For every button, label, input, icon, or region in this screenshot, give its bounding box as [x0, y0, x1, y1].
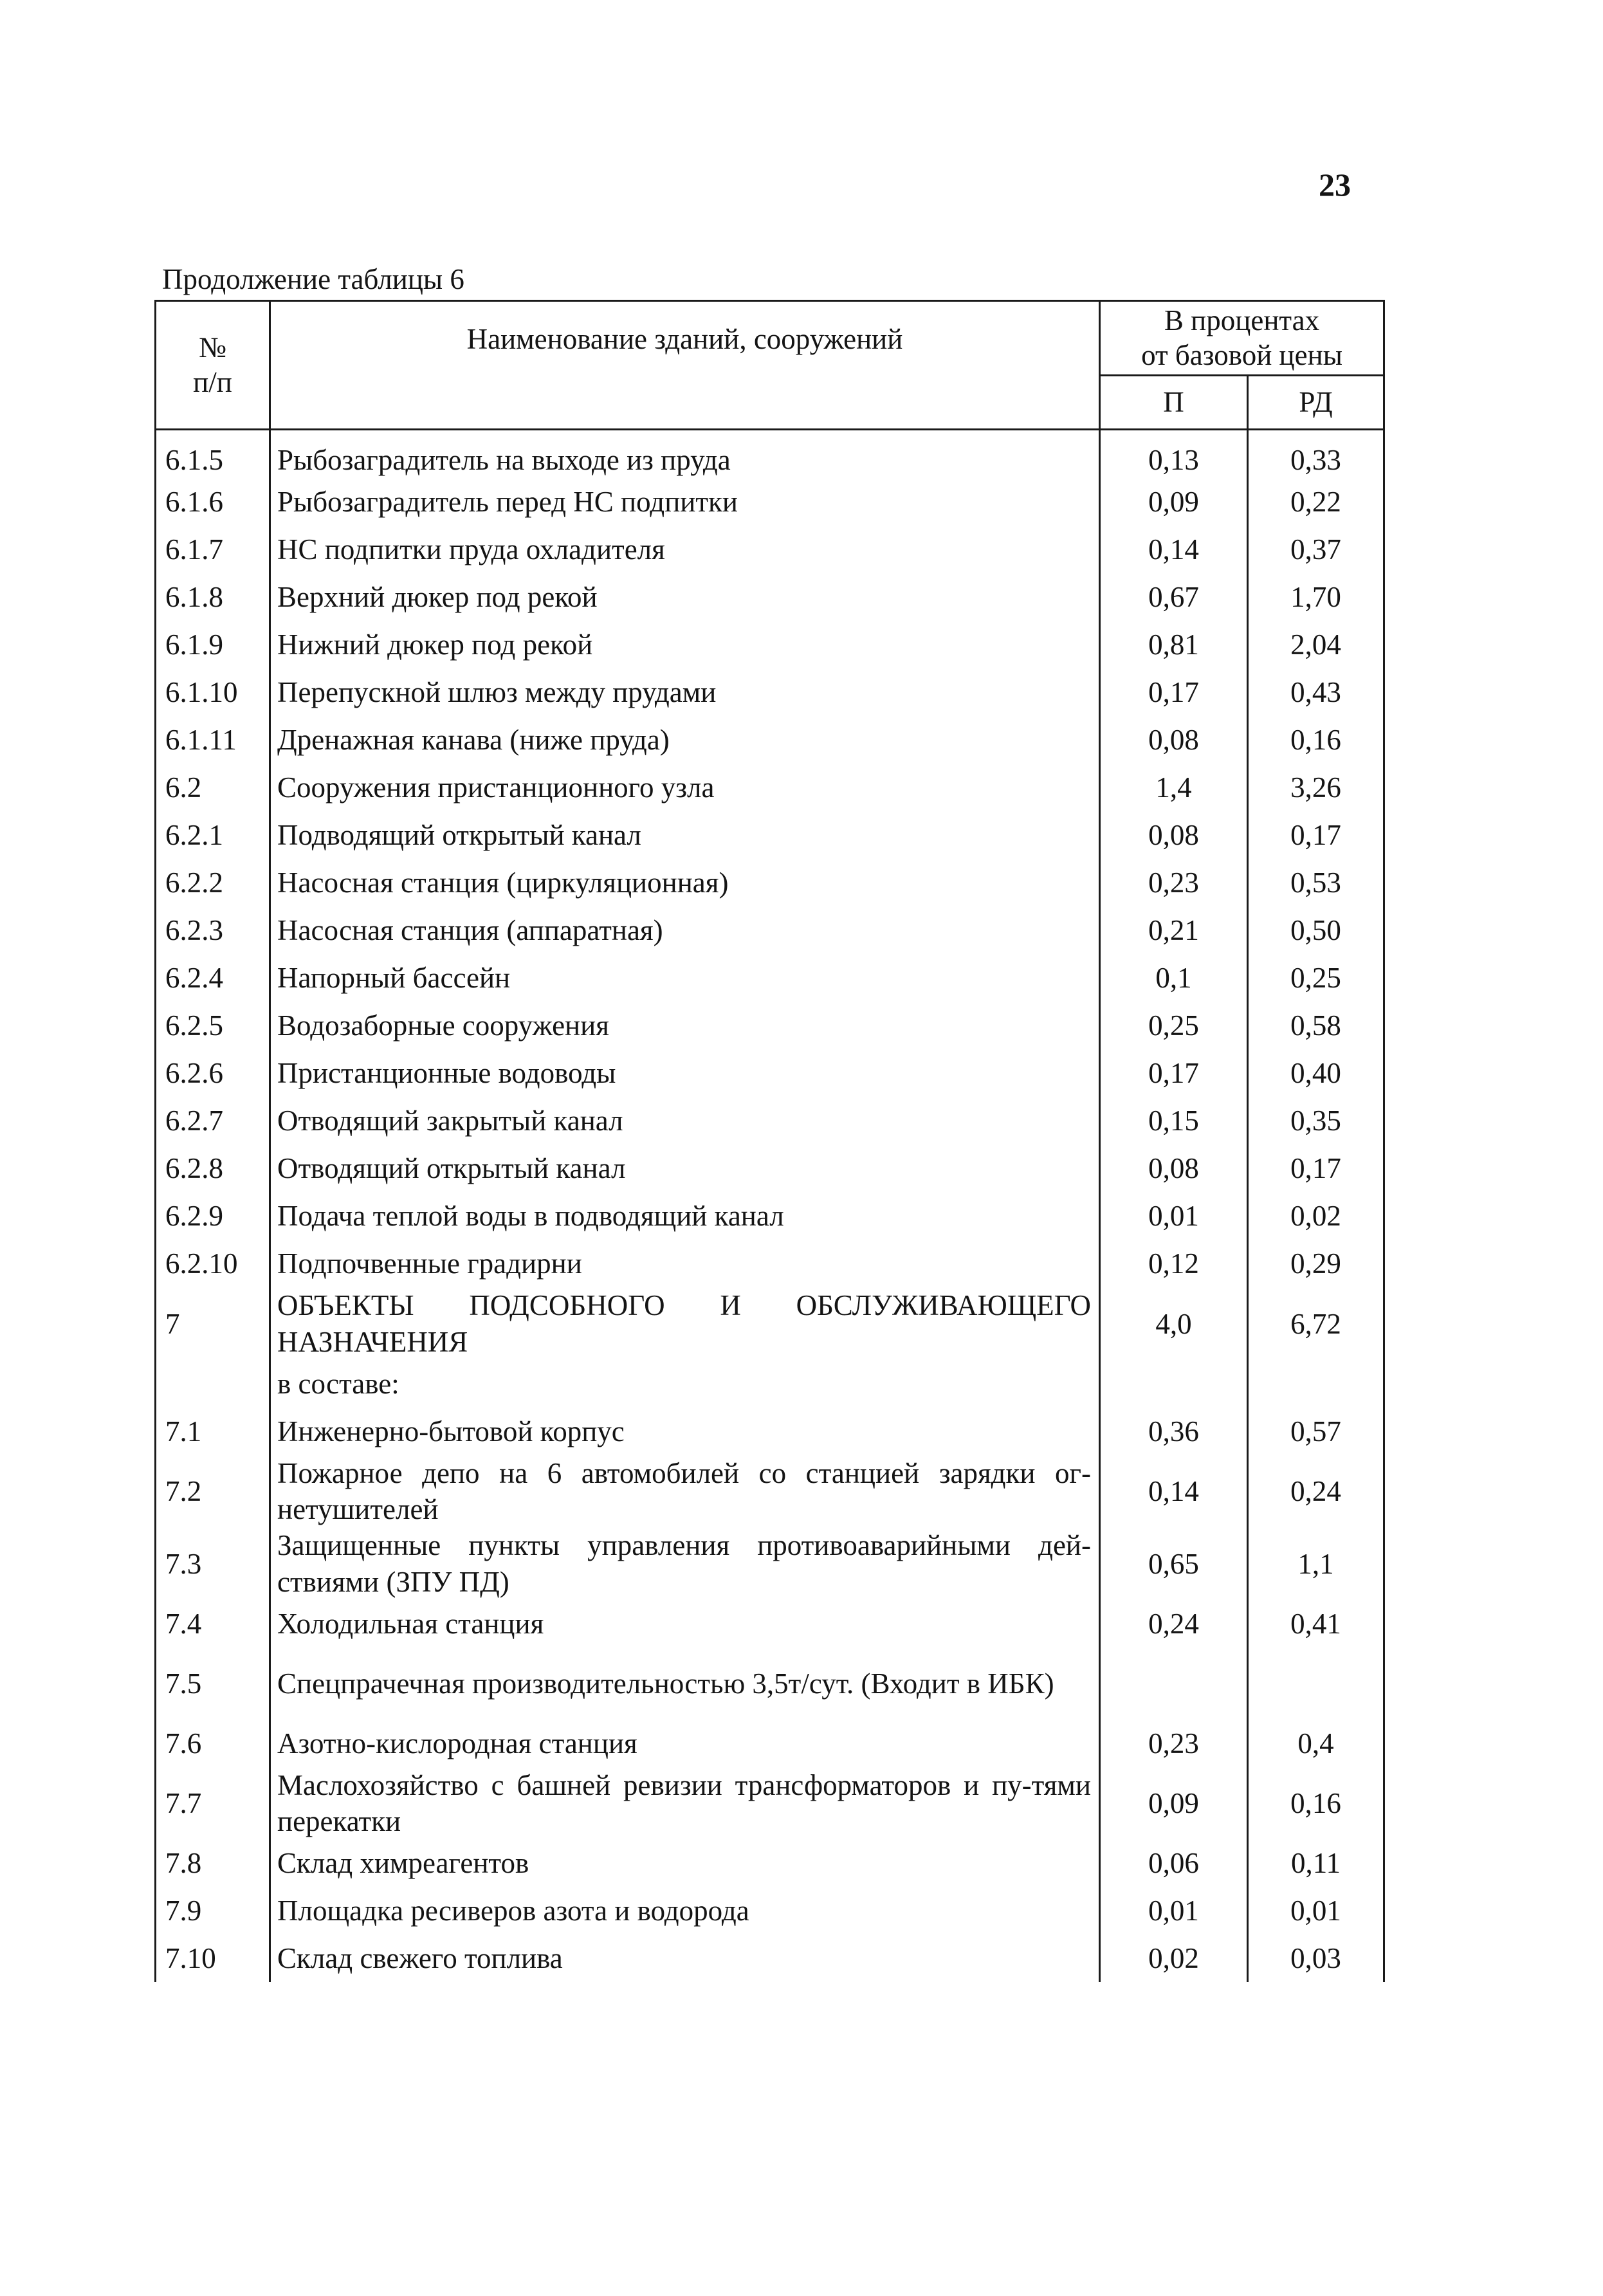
row-p-value: 0,01 — [1100, 1887, 1248, 1934]
row-name: Азотно-кислородная станция — [270, 1720, 1100, 1767]
row-p-value: 0,09 — [1100, 1767, 1248, 1840]
row-rd-value: 0,22 — [1248, 478, 1384, 526]
row-p-value: 0,14 — [1100, 526, 1248, 573]
row-rd-value: 6,72 — [1248, 1287, 1384, 1360]
table-caption: Продолжение таблицы 6 — [162, 263, 464, 295]
row-rd-value — [1248, 1648, 1384, 1720]
header-name: Наименование зданий, сооружений — [270, 301, 1100, 430]
row-rd-value: 0,37 — [1248, 526, 1384, 573]
row-number: 6.1.8 — [156, 573, 270, 621]
row-name: Водозаборные сооружения — [270, 1002, 1100, 1049]
row-rd-value: 0,25 — [1248, 954, 1384, 1002]
row-rd-value: 0,50 — [1248, 906, 1384, 954]
row-name: Перепускной шлюз между прудами — [270, 668, 1100, 716]
row-name: Нижний дюкер под рекой — [270, 621, 1100, 668]
row-number: 6.1.6 — [156, 478, 270, 526]
row-number: 6.2.2 — [156, 859, 270, 906]
row-number: 6.1.7 — [156, 526, 270, 573]
table-row — [156, 1648, 1384, 1720]
row-rd-value: 0,40 — [1248, 1049, 1384, 1097]
row-number: 7.7 — [156, 1767, 270, 1840]
row-number: 7.1 — [156, 1408, 270, 1455]
row-name: Пожарное депо на 6 автомобилей со станцией зарядки ог-нетушителей — [270, 1455, 1100, 1528]
row-rd-value: 0,16 — [1248, 1767, 1384, 1840]
row-number: 6.2 — [156, 764, 270, 811]
row-rd-value: 0,17 — [1248, 811, 1384, 859]
row-rd-value: 0,11 — [1248, 1839, 1384, 1887]
header-percent: В процентах от базовой цены — [1100, 301, 1384, 376]
table-row — [156, 430, 1384, 479]
row-number: 7.5 — [156, 1648, 270, 1720]
row-number: 7.8 — [156, 1839, 270, 1887]
row-number: 6.2.8 — [156, 1144, 270, 1192]
table-row — [156, 1720, 1384, 1767]
row-number: 7.2 — [156, 1455, 270, 1528]
row-rd-value: 0,24 — [1248, 1455, 1384, 1528]
row-p-value: 1,4 — [1100, 764, 1248, 811]
table-row — [156, 954, 1384, 1002]
row-number: 6.2.9 — [156, 1192, 270, 1240]
table-row — [156, 1408, 1384, 1455]
table-row — [156, 1600, 1384, 1648]
table-row — [156, 906, 1384, 954]
row-name: Маслохозяйство с башней ревизии трансформаторов и пу-тями перекатки — [270, 1767, 1100, 1840]
row-number: 6.1.9 — [156, 621, 270, 668]
table-row — [156, 1455, 1384, 1528]
row-p-value: 0,24 — [1100, 1600, 1248, 1648]
table-row — [156, 621, 1384, 668]
row-number: 7.6 — [156, 1720, 270, 1767]
row-rd-value: 0,29 — [1248, 1240, 1384, 1287]
row-p-value: 0,23 — [1100, 1720, 1248, 1767]
page-number: 23 — [1319, 167, 1351, 203]
header-rd: РД — [1248, 376, 1384, 430]
row-p-value: 0,17 — [1100, 668, 1248, 716]
row-rd-value: 2,04 — [1248, 621, 1384, 668]
row-name: Холодильная станция — [270, 1600, 1100, 1648]
table-row — [156, 1287, 1384, 1360]
row-name: Пристанционные водоводы — [270, 1049, 1100, 1097]
row-rd-value: 1,1 — [1248, 1527, 1384, 1600]
row-p-value: 0,36 — [1100, 1408, 1248, 1455]
row-name: ОБЪЕКТЫ ПОДСОБНОГО И ОБСЛУЖИВАЮЩЕГО НАЗНАЧЕНИЯ — [270, 1287, 1100, 1360]
row-p-value: 0,81 — [1100, 621, 1248, 668]
row-p-value: 0,13 — [1100, 430, 1248, 479]
table-row — [156, 1192, 1384, 1240]
row-number: 6.1.5 — [156, 430, 270, 479]
row-name: Спецпрачечная производительностью 3,5т/сут. (Входит в ИБК) — [270, 1648, 1100, 1720]
row-rd-value: 0,02 — [1248, 1192, 1384, 1240]
row-p-value: 0,21 — [1100, 906, 1248, 954]
row-name: Насосная станция (циркуляционная) — [270, 859, 1100, 906]
table-row — [156, 1097, 1384, 1144]
row-number: 6.2.10 — [156, 1240, 270, 1287]
row-p-value: 0,12 — [1100, 1240, 1248, 1287]
row-p-value: 0,08 — [1100, 1144, 1248, 1192]
row-p-value: 0,01 — [1100, 1192, 1248, 1240]
row-p-value — [1100, 1360, 1248, 1408]
table-row — [156, 859, 1384, 906]
row-number: 6.2.3 — [156, 906, 270, 954]
row-name: Защищенные пункты управления противоаварийными дей-ствиями (ЗПУ ПД) — [270, 1527, 1100, 1600]
row-number: 6.2.7 — [156, 1097, 270, 1144]
row-rd-value: 0,33 — [1248, 430, 1384, 479]
table-row — [156, 764, 1384, 811]
table-row — [156, 1839, 1384, 1887]
row-name: Подача теплой воды в подводящий канал — [270, 1192, 1100, 1240]
row-name: Напорный бассейн — [270, 954, 1100, 1002]
row-number: 6.2.5 — [156, 1002, 270, 1049]
row-name: Рыбозаградитель на выходе из пруда — [270, 430, 1100, 479]
row-name: Верхний дюкер под рекой — [270, 573, 1100, 621]
row-name: Площадка ресиверов азота и водорода — [270, 1887, 1100, 1934]
table-row — [156, 811, 1384, 859]
table-row — [156, 716, 1384, 764]
row-number: 7.3 — [156, 1527, 270, 1600]
row-name: Подводящий открытый канал — [270, 811, 1100, 859]
table-row — [156, 1049, 1384, 1097]
row-rd-value: 0,01 — [1248, 1887, 1384, 1934]
row-number — [156, 1360, 270, 1408]
row-rd-value: 0,4 — [1248, 1720, 1384, 1767]
row-rd-value: 0,16 — [1248, 716, 1384, 764]
table-row — [156, 573, 1384, 621]
row-number: 7.10 — [156, 1934, 270, 1982]
row-name: Дренажная канава (ниже пруда) — [270, 716, 1100, 764]
row-p-value: 0,06 — [1100, 1839, 1248, 1887]
row-number: 7 — [156, 1287, 270, 1360]
table-row — [156, 478, 1384, 526]
row-p-value: 0,09 — [1100, 478, 1248, 526]
cost-table — [154, 300, 1385, 1982]
row-rd-value: 0,53 — [1248, 859, 1384, 906]
row-p-value: 0,15 — [1100, 1097, 1248, 1144]
row-name: Сооружения пристанционного узла — [270, 764, 1100, 811]
table-row — [156, 1767, 1384, 1840]
row-name: Рыбозаградитель перед НС подпитки — [270, 478, 1100, 526]
row-p-value: 4,0 — [1100, 1287, 1248, 1360]
table-row — [156, 1240, 1384, 1287]
row-number: 6.1.10 — [156, 668, 270, 716]
row-p-value: 0,23 — [1100, 859, 1248, 906]
row-number: 6.1.11 — [156, 716, 270, 764]
row-p-value: 0,65 — [1100, 1527, 1248, 1600]
row-name: в составе: — [270, 1360, 1100, 1408]
row-p-value: 0,25 — [1100, 1002, 1248, 1049]
table-row — [156, 1527, 1384, 1600]
row-rd-value: 0,03 — [1248, 1934, 1384, 1982]
row-rd-value: 0,58 — [1248, 1002, 1384, 1049]
row-name: Отводящий закрытый канал — [270, 1097, 1100, 1144]
row-number: 7.4 — [156, 1600, 270, 1648]
row-p-value: 0,08 — [1100, 811, 1248, 859]
table-row — [156, 668, 1384, 716]
row-rd-value: 3,26 — [1248, 764, 1384, 811]
table-row — [156, 526, 1384, 573]
row-name: Насосная станция (аппаратная) — [270, 906, 1100, 954]
row-name: Склад химреагентов — [270, 1839, 1100, 1887]
row-p-value: 0,02 — [1100, 1934, 1248, 1982]
row-number: 6.2.4 — [156, 954, 270, 1002]
row-rd-value: 0,57 — [1248, 1408, 1384, 1455]
row-p-value — [1100, 1648, 1248, 1720]
table-row — [156, 1360, 1384, 1408]
table-row — [156, 1887, 1384, 1934]
table-row — [156, 1934, 1384, 1982]
table-row — [156, 1002, 1384, 1049]
row-name: Отводящий открытый канал — [270, 1144, 1100, 1192]
row-rd-value — [1248, 1360, 1384, 1408]
row-rd-value: 0,35 — [1248, 1097, 1384, 1144]
row-p-value: 0,08 — [1100, 716, 1248, 764]
header-p: П — [1100, 376, 1248, 430]
table-row — [156, 1144, 1384, 1192]
row-rd-value: 0,43 — [1248, 668, 1384, 716]
row-rd-value: 0,17 — [1248, 1144, 1384, 1192]
row-name: Инженерно-бытовой корпус — [270, 1408, 1100, 1455]
row-p-value: 0,67 — [1100, 573, 1248, 621]
row-name: НС подпитки пруда охладителя — [270, 526, 1100, 573]
row-number: 6.2.6 — [156, 1049, 270, 1097]
row-p-value: 0,14 — [1100, 1455, 1248, 1528]
row-p-value: 0,17 — [1100, 1049, 1248, 1097]
row-rd-value: 1,70 — [1248, 573, 1384, 621]
header-number: № п/п — [156, 301, 270, 430]
row-name: Склад свежего топлива — [270, 1934, 1100, 1982]
row-name: Подпочвенные градирни — [270, 1240, 1100, 1287]
row-number: 7.9 — [156, 1887, 270, 1934]
row-p-value: 0,1 — [1100, 954, 1248, 1002]
row-number: 6.2.1 — [156, 811, 270, 859]
row-rd-value: 0,41 — [1248, 1600, 1384, 1648]
